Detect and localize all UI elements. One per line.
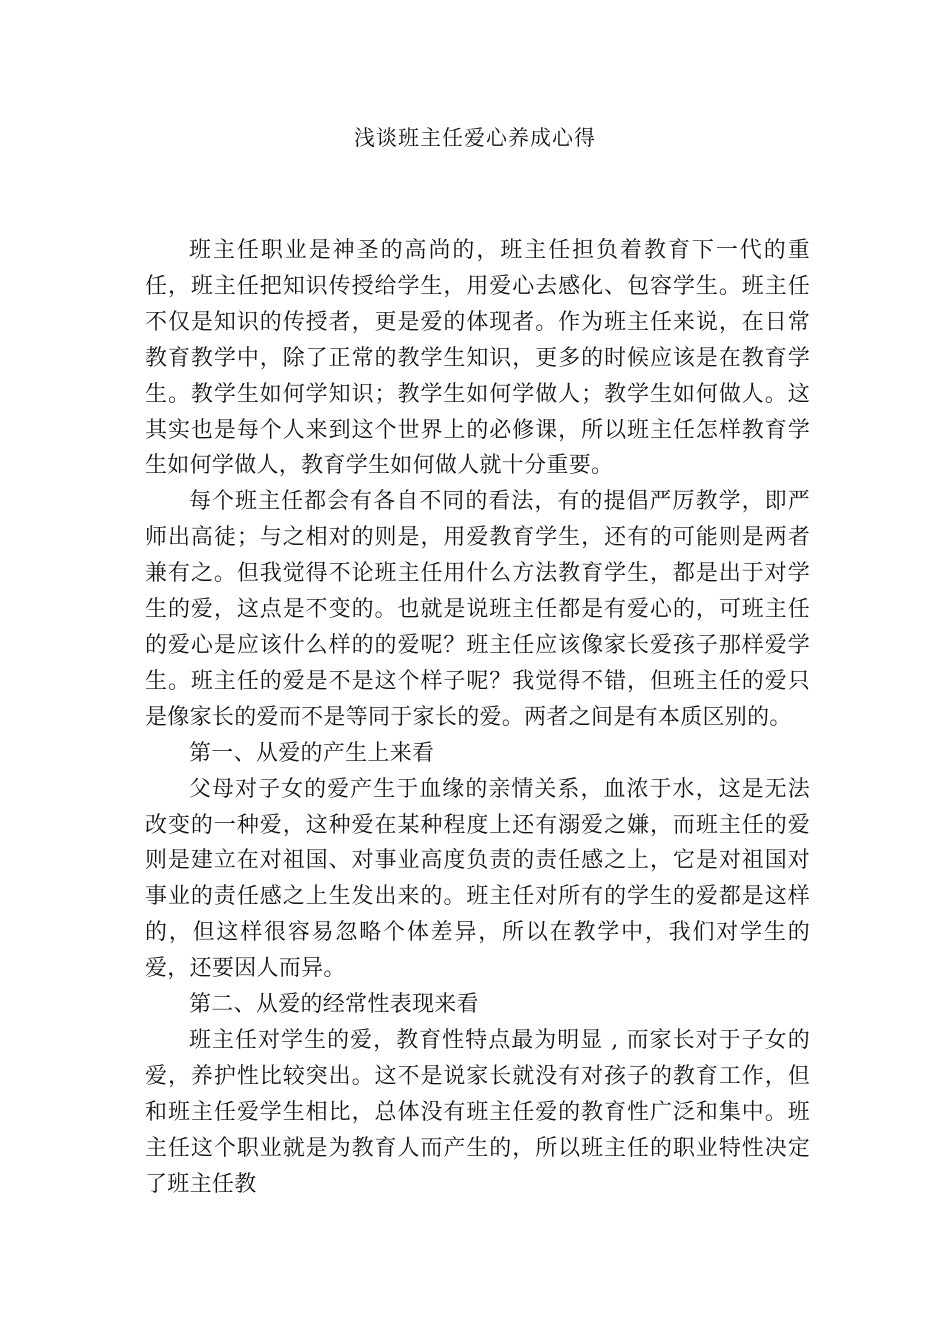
document-title: 浅谈班主任爱心养成心得 <box>354 126 596 150</box>
paragraph-intro: 班主任职业是神圣的高尚的，班主任担负着教育下一代的重任，班主任把知识传授给学生，用爱心去感化、包容学生。班主任不仅是知识的传授者，更是爱的体现者。作为班主任来说，在日常教育教学中，除了正常的教学生知识，更多的时候应该是在教育学生。教学生如何学知识；教学生如何学做人；教学生如何做人。这其实也是每个人来到这个世界上的必修课，所以班主任怎样教育学生如何学做人，教育学生如何做人就十分重要。 <box>145 238 810 479</box>
section-heading-origin: 第一、从爱的产生上来看 <box>189 740 435 766</box>
paragraph-teacher-views: 每个班主任都会有各自不同的看法，有的提倡严厉教学，即严师出高徒；与之相对的则是，用爱教育学生，还有的可能则是两者兼有之。但我觉得不论班主任用什么方法教育学生，都是出于对学生的爱，这点是不变的。也就是说班主任都是有爱心的，可班主任的爱心是应该什么样的的爱呢？班主任应该像家长爱孩子那样爱学生。班主任的爱是不是这个样子呢？我觉得不错，但班主任的爱只是像家长的爱而不是等同于家长的爱。两者之间是有本质区别的。 <box>145 489 810 730</box>
paragraph-expression: 班主任对学生的爱，教育性特点最为明显 , 而家长对于子女的爱，养护性比较突出。这不是说家长就没有对孩子的教育工作，但和班主任爱学生相比，总体没有班主任爱的教育性广泛和集中。班主任这个职业就是为教育人而产生的，所以班主任的职业特性决定了班主任教 <box>145 1027 810 1197</box>
document-body <box>145 233 810 1202</box>
paragraph-origin: 父母对子女的爱产生于血缘的亲情关系，血浓于水，这是无法改变的一种爱，这种爱在某种程度上还有溺爱之嫌，而班主任的爱则是建立在对祖国、对事业高度负责的责任感之上，它是对祖国对事业的责任感之上生发出来的。班主任对所有的学生的爱都是这样的，但这样很容易忽略个体差异，所以在教学中，我们对学生的爱，还要因人而异。 <box>145 776 810 982</box>
section-heading-expression: 第二、从爱的经常性表现来看 <box>189 992 479 1018</box>
